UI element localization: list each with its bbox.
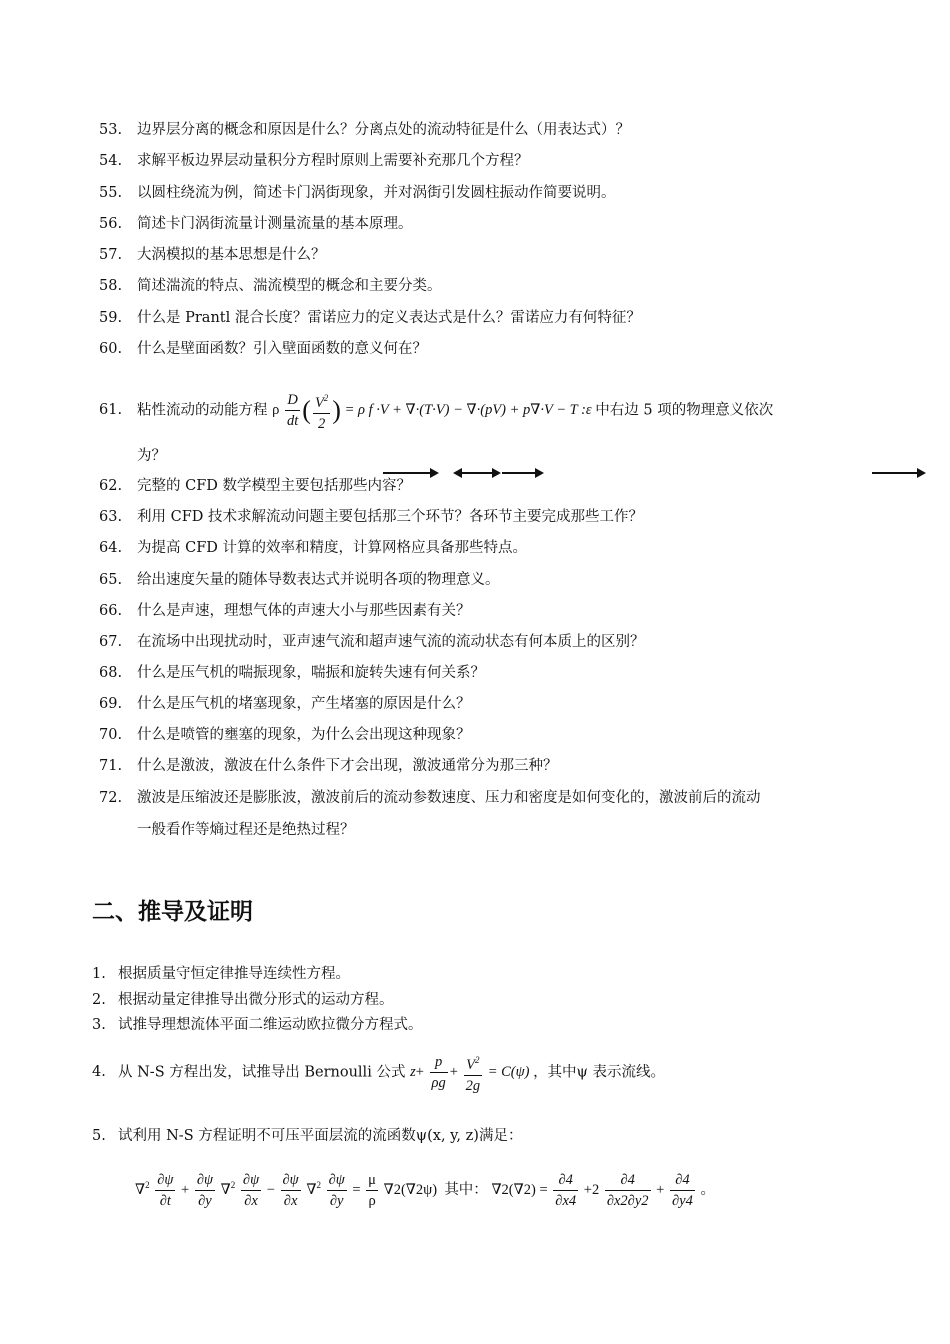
vector-arrow — [872, 472, 924, 474]
section-title: 二、推导及证明 — [92, 899, 253, 925]
item-text: 为提高 CFD 计算的效率和精度，计算网格应具备那些特点。 — [137, 540, 527, 556]
item-number: 1. — [92, 966, 106, 982]
question-61-continuation: 为？ — [137, 448, 166, 464]
item-number: 56. — [99, 216, 123, 232]
derivation-4: 4. 从 N-S 方程出发，试推导出 Bernoulli 公式 z+ $\frac{p}{\rho g}$ + $\frac{V^2}{2g}$ = C(ψ) ，其中ψ 表示流线。 — [92, 1050, 665, 1096]
item-text: 什么是壁面函数？引入壁面函数的意义何在？ — [137, 341, 427, 357]
item-number: 58. — [99, 278, 123, 294]
list-item — [99, 788, 761, 808]
item-number: 66. — [99, 603, 123, 619]
item-number: 72. — [99, 790, 123, 806]
item-number: 70. — [99, 727, 123, 743]
vector-arrow — [383, 472, 437, 474]
item-text: 简述卡门涡街流量计测量流量的基本原理。 — [137, 216, 413, 232]
list-item — [99, 570, 500, 590]
item-text: 根据质量守恒定律推导连续性方程。 — [118, 966, 350, 982]
item-number: 60. — [99, 341, 123, 357]
question-61 — [99, 388, 773, 434]
list-item — [92, 962, 350, 983]
item-number: 62. — [99, 478, 123, 494]
item-text: 试推导理想流体平面二维运动欧拉微分方程式。 — [118, 1017, 423, 1033]
item-number: 68. — [99, 665, 123, 681]
question-text: 粘性流动的动能方程 — [137, 402, 268, 419]
item-number: 71. — [99, 758, 123, 774]
list-item — [99, 601, 471, 621]
list-item — [92, 988, 394, 1009]
item-text: 在流场中出现扰动时，亚声速气流和超声速气流的流动状态有何本质上的区别？ — [137, 634, 645, 650]
item-text: 简述湍流的特点、湍流模型的概念和主要分类。 — [137, 278, 442, 294]
vector-arrow — [502, 472, 542, 474]
equation-rhs: = ρ f ·V + ∇·(T·V) − ∇·(pV) + p∇·V − T :ε — [344, 402, 592, 419]
item-text: 什么是激波，激波在什么条件下才会出现，激波通常分为那三种？ — [137, 758, 558, 774]
list-item — [99, 120, 630, 140]
item-number: 67. — [99, 634, 123, 650]
item-text: 大涡模拟的基本思想是什么？ — [137, 247, 326, 263]
stream-function-equation: ∇$^2$ $\frac{\partial\psi}{\partial t}$ + $\frac{\partial\psi}{\partial y}$ ∇$^2$ $\frac{\partial\psi}{\partial x}$ − $\frac{\partial\psi}{\partial x}$ ∇$^2$ $\frac{\partial\psi}{\partial y}$ = $\frac{\mu}{\rho}$ ∇2(∇2ψ) 其中： ∇2(∇2) = $\frac{\partial 4}{\partial x4}$ +2 $\frac{\partial 4}{\partial x2\partial y2}$ + $\frac{\partial 4}{\partial y4}$ 。 — [135, 1172, 715, 1209]
item-text: 完整的 CFD 数学模型主要包括那些内容？ — [137, 478, 411, 494]
list-item — [99, 756, 558, 776]
list-item — [99, 538, 527, 558]
item-text: 利用 CFD 技术求解流动问题主要包括那三个环节？各环节主要完成那些工作？ — [137, 509, 643, 525]
item-text: 什么是 Prantl 混合长度？雷诺应力的定义表达式是什么？雷诺应力有何特征？ — [137, 310, 641, 326]
item-text: 什么是喷管的壅塞的现象，为什么会出现这种现象？ — [137, 727, 471, 743]
item-text: 什么是声速，理想气体的声速大小与那些因素有关？ — [137, 603, 471, 619]
item-number: 69. — [99, 696, 123, 712]
item-number: 57. — [99, 247, 123, 263]
item-text: 以圆柱绕流为例，简述卡门涡街现象，并对涡街引发圆柱振动作简要说明。 — [137, 185, 616, 201]
item-number: 55. — [99, 185, 123, 201]
item-text: 激波是压缩波还是膨胀波，激波前后的流动参数速度、压力和密度是如何变化的，激波前后的流动 — [137, 790, 761, 806]
list-item — [99, 663, 485, 683]
list-item — [99, 476, 411, 496]
list-item — [92, 1013, 423, 1034]
list-item — [99, 151, 529, 171]
list-item — [99, 183, 616, 203]
item-number: 63. — [99, 509, 123, 525]
item-number: 3. — [92, 1017, 106, 1033]
bernoulli-formula: z+ $\frac{p}{\rho g}$ + $\frac{V^2}{2g}$ = C(ψ) — [410, 1064, 533, 1080]
item-text: 什么是压气机的堵塞现象，产生堵塞的原因是什么？ — [137, 696, 471, 712]
list-item — [99, 725, 471, 745]
list-item — [99, 507, 643, 527]
item-number: 64. — [99, 540, 123, 556]
kinetic-energy-equation: ρ $\frac{D}{dt}$ ( $\frac{V^2}{2}$ ) = ρ f ·V + ∇·(T·V) − ∇·(pV) + p∇·V − T :ε — [272, 402, 595, 418]
item-number: 2. — [92, 992, 106, 1008]
item-text: 边界层分离的概念和原因是什么？分离点处的流动特征是什么（用表达式）？ — [137, 122, 630, 138]
item-number: 53. — [99, 122, 123, 138]
list-item — [99, 276, 442, 296]
item-text: 根据动量定律推导出微分形式的运动方程。 — [118, 992, 394, 1008]
item-text: 求解平板边界层动量积分方程时原则上需要补充那几个方程？ — [137, 153, 529, 169]
double-vector-arrow — [455, 472, 499, 474]
item-text: 给出速度矢量的随体导数表达式并说明各项的物理意义。 — [137, 572, 500, 588]
item-number: 59. — [99, 310, 123, 326]
list-item — [99, 308, 641, 328]
item-number: 65. — [99, 572, 123, 588]
question-number: 61. — [99, 402, 123, 419]
list-item — [99, 214, 413, 234]
item-text: 什么是压气机的喘振现象，喘振和旋转失速有何关系？ — [137, 665, 485, 681]
item-number: 54. — [99, 153, 123, 169]
derivation-5: 5. 试利用 N-S 方程证明不可压平面层流的流函数ψ(x, y, z)满足： — [92, 1128, 523, 1144]
list-item — [99, 339, 427, 359]
question-text-suffix: 中右边 5 项的物理意义依次 — [595, 402, 774, 419]
list-item — [99, 632, 645, 652]
list-item — [99, 694, 471, 714]
list-item — [99, 245, 326, 265]
question-72-continuation: 一般看作等熵过程还是绝热过程？ — [137, 822, 355, 838]
